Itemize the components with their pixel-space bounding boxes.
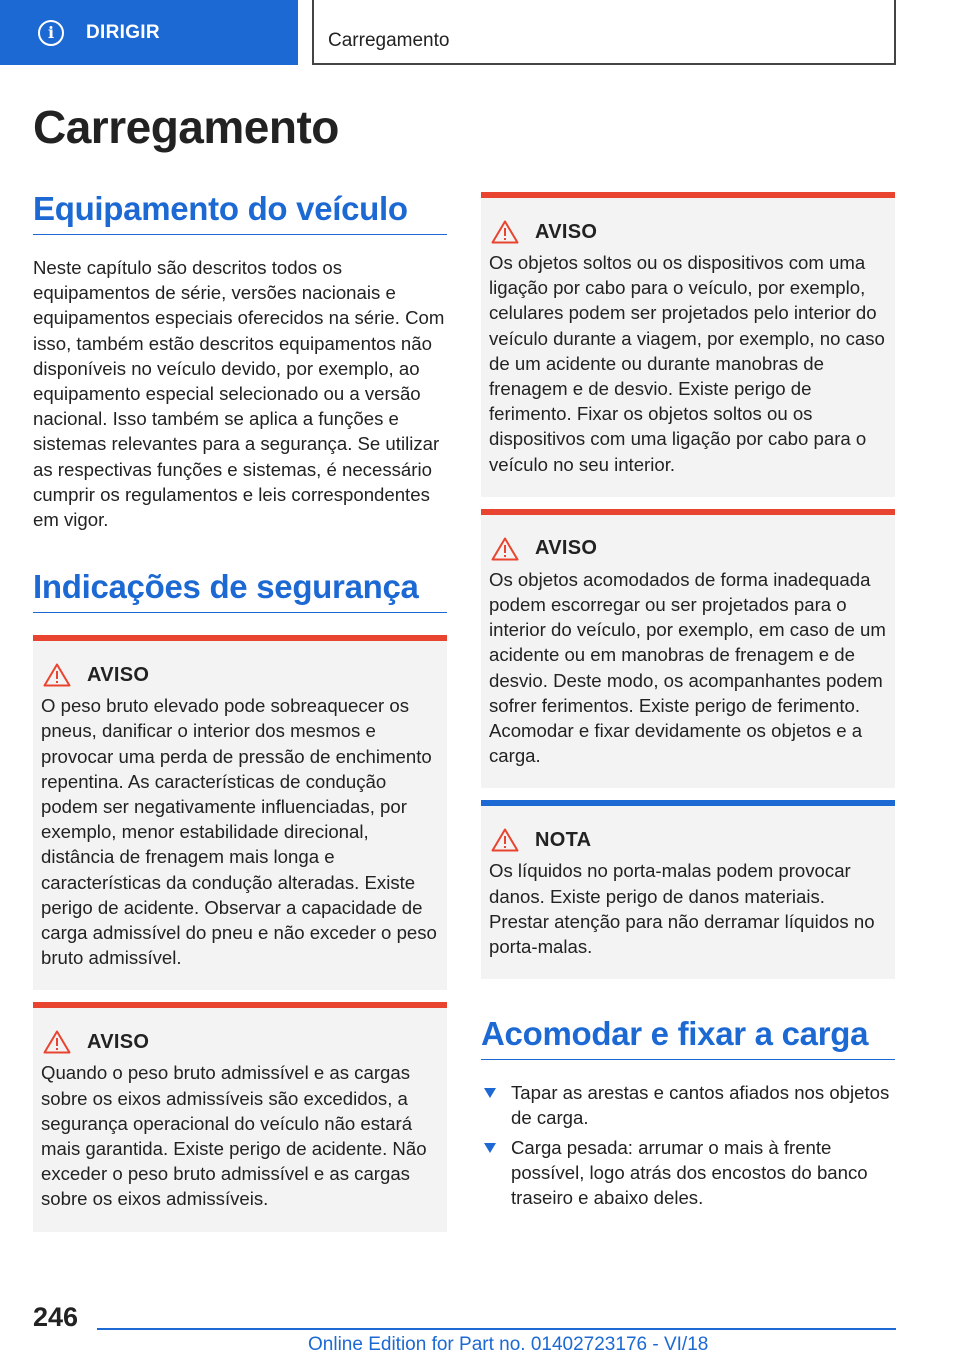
note-text: Os objetos acomodados de forma inadequada podem escorregar ou ser projetados para o interior do veículo, por exemplo, em caso de um acidente ou em manobras de frenagem e de desvio. Deste modo, os acompanhantes podem sofrer ferimentos. Existe perigo de ferimento. Acomodar e fixar devidamente os objetos e a carga. (489, 568, 886, 767)
footer-divider (97, 1328, 896, 1330)
note-label: AVISO (535, 220, 598, 243)
heading-cargo: Acomodar e fixar a carga (481, 1015, 895, 1060)
list-item-text: Tapar as arestas e cantos afiados nos objetos de carga. (511, 1082, 890, 1129)
list-item-text: Carga pesada: arrumar o mais à frente possível, logo atrás dos encostos do banco traseiro e abaixo deles. (511, 1136, 868, 1209)
list-item (481, 1135, 895, 1211)
warning-triangle-icon (43, 663, 71, 687)
header-chapter-box (312, 0, 896, 65)
note-text: Quando o peso bruto admissível e as cargas sobre os eixos admissíveis são excedidos, a segurança operacional do veículo não estará mais garantida. Existe perigo de acidente. Não exceder o peso bruto admissível e as cargas sobre os eixos admissíveis. (41, 1062, 427, 1210)
heading-equipment: Equipamento do veículo (33, 190, 447, 235)
note-text: Os objetos soltos ou os dispositivos com uma ligação por cabo para o veículo, por exemplo, celulares podem ser projetados pelo interior do veículo durante a viagem, por exemplo, no caso de um acidente ou durante manobras de frenagem e de desvio. Existe perigo de ferimento. Fixar os objetos soltos ou os dispositivos com uma ligação por cabo para o veículo no seu interior. (489, 252, 885, 475)
warning-triangle-icon (491, 220, 519, 244)
note-label: NOTA (535, 828, 592, 851)
warning-triangle-icon (491, 537, 519, 561)
warning-triangle-icon (491, 828, 519, 852)
note-label: AVISO (87, 1030, 150, 1053)
list-item (481, 1080, 895, 1130)
note-label: AVISO (87, 663, 150, 686)
header-section-tab[interactable] (0, 0, 298, 65)
page-title: Carregamento (33, 101, 339, 153)
footer-edition: Online Edition for Part no. 01402723176 - VI/18 (308, 1334, 709, 1355)
caution-note (481, 800, 895, 979)
cargo-bullet-list (481, 1080, 895, 1210)
header-chapter-label: Carregamento (328, 30, 450, 51)
triangle-bullet-icon (484, 1143, 496, 1153)
right-column (481, 192, 895, 1214)
heading-safety: Indicações de segurança (33, 568, 447, 613)
info-icon: i (38, 20, 64, 46)
left-column (33, 190, 447, 1232)
triangle-bullet-icon (484, 1088, 496, 1098)
warning-note (481, 509, 895, 789)
warning-triangle-icon (43, 1030, 71, 1054)
warning-note (33, 635, 447, 990)
equipment-text: Neste capítulo são descritos todos os equipamentos de série, versões nacionais e equipamentos especiais oferecidos na série. Com isso, também estão descritos equipamentos não disponíveis no veículo devido, por exemplo, ao equipamento especial selecionado ou a versão nacional. Isso também se aplica a funções e sistemas relevantes para a segurança. Se utilizar as respectivas funções e sistemas, é necessário cumprir os regulamentos e leis correspondentes em vigor. (33, 257, 445, 531)
header-section-label: DIRIGIR (86, 21, 160, 43)
warning-note (33, 1002, 447, 1231)
note-text: O peso bruto elevado pode sobreaquecer os pneus, danificar o interior dos mesmos e provocar uma perda de pressão de enchimento repentina. As características de condução podem ser negativamente influenciadas, por exemplo, menor estabilidade direcional, distância de frenagem mais longa e características da condução alteradas. Existe perigo de acidente. Observar a capacidade de carga admissível do pneu e não exceder o peso bruto admissível. (41, 695, 437, 969)
warning-note (481, 192, 895, 497)
page-number: 246 (33, 1302, 79, 1332)
note-label: AVISO (535, 537, 598, 560)
note-text: Os líquidos no porta-malas podem provocar danos. Existe perigo de danos materiais. Prestar atenção para não derramar líquidos no porta-malas. (489, 860, 875, 958)
